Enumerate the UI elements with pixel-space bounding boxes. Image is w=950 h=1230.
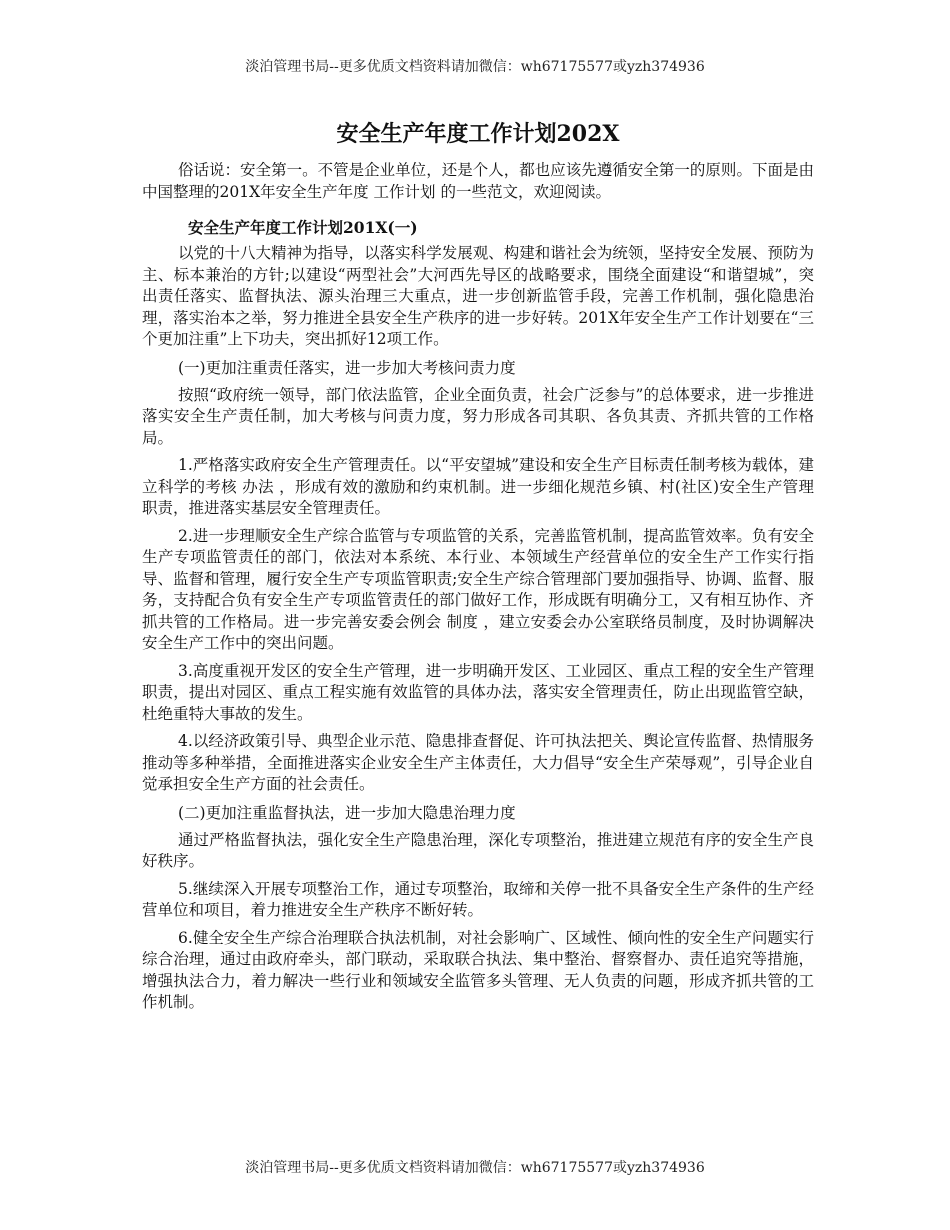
subheading-responsibility: (一)更加注重责任落实，进一步加大考核问责力度 [178, 358, 516, 377]
list-item-6: 6.健全安全生产综合治理联合执法机制，对社会影响广、区域性、倾向性的安全生产问题实行综合治理，通过由政府牵头，部门联动，采取联合执法、集中整治、督察督办、责任追究等措施，增强执法合力，着力解决一些行业和领域安全监管多头管理、无人负责的问题，形成齐抓共管的工作机制。 [142, 928, 814, 1011]
list-item-2: 2.进一步理顺安全生产综合监管与专项监管的关系，完善监管机制，提高监管效率。负有安全生产专项监管责任的部门，依法对本系统、本行业、本领域生产经营单位的安全生产工作实行指导、监督和管理，履行安全生产专项监管职责;安全生产综合管理部门要加强指导、协调、监督、服务，支持配合负有安全生产专项监管责任的部门做好工作，形成既有明确分工，又有相互协作、齐抓共管的工作格局。进一步完善安委会例会 制度 ，建立安委会办公室联络员制度，及时协调解决安全生产工作中的突出问题。 [142, 526, 814, 652]
paragraph-guiding-principles: 以党的十八大精神为指导，以落实科学发展观、构建和谐社会为统领，坚持安全发展、预防为主、标本兼治的方针;以建设“两型社会”大河西先导区的战略要求，围绕全面建设“和谐望城”，突出责任落实、监督执法、源头治理三大重点，进一步创新监管手段，完善工作机制，强化隐患治理，落实治本之举，努力推进全县安全生产秩序的进一步好转。201X年安全生产工作计划要在“三个更加注重”上下功夫，突出抓好12项工作。 [142, 244, 814, 348]
intro-paragraph: 俗话说：安全第一。不管是企业单位，还是个人，都也应该先遵循安全第一的原则。下面是由中国整理的201X年安全生产年度 工作计划 的一些范文，欢迎阅读。 [142, 161, 814, 201]
page-header: 淡泊管理书局--更多优质文档资料请加微信：wh67175577或yzh374936 [245, 59, 705, 75]
section-title: 安全生产年度工作计划201X(一) [188, 218, 418, 237]
list-item-1: 1.严格落实政府安全生产管理责任。以“平安望城”建设和安全生产目标责任制考核为载体，建立科学的考核 办法 ，形成有效的激励和约束机制。进一步细化规范乡镇、村(社区)安全生产管理职责，推进落实基层安全管理责任。 [142, 456, 814, 517]
list-item-5: 5.继续深入开展专项整治工作，通过专项整治，取缔和关停一批不具备安全生产条件的生产经营单位和项目，着力推进安全生产秩序不断好转。 [142, 879, 814, 919]
subheading-supervision: (二)更加注重监督执法，进一步加大隐患治理力度 [178, 803, 516, 822]
list-item-4: 4.以经济政策引导、典型企业示范、隐患排查督促、许可执法把关、舆论宣传监督、热情服务推动等多种举措，全面推进落实企业安全生产主体责任，大力倡导“安全生产荣辱观”，引导企业自觉承担安全生产方面的社会责任。 [142, 732, 814, 793]
document-body [142, 118, 814, 1020]
paragraph-supervision: 通过严格监督执法，强化安全生产隐患治理，深化专项整治，推进建立规范有序的安全生产良好秩序。 [142, 830, 814, 870]
page-footer: 淡泊管理书局--更多优质文档资料请加微信：wh67175577或yzh374936 [245, 1160, 705, 1176]
list-item-3: 3.高度重视开发区的安全生产管理，进一步明确开发区、工业园区、重点工程的安全生产管理职责，提出对园区、重点工程实施有效监管的具体办法，落实安全管理责任，防止出现监管空缺，杜绝重特大事故的发生。 [142, 661, 814, 723]
paragraph-overall-requirements: 按照“政府统一领导，部门依法监管，企业全面负责，社会广泛参与”的总体要求，进一步推进落实安全生产责任制，加大考核与问责力度，努力形成各司其职、各负其责、齐抓共管的工作格局。 [142, 385, 814, 447]
document-title: 安全生产年度工作计划202X [336, 121, 620, 147]
